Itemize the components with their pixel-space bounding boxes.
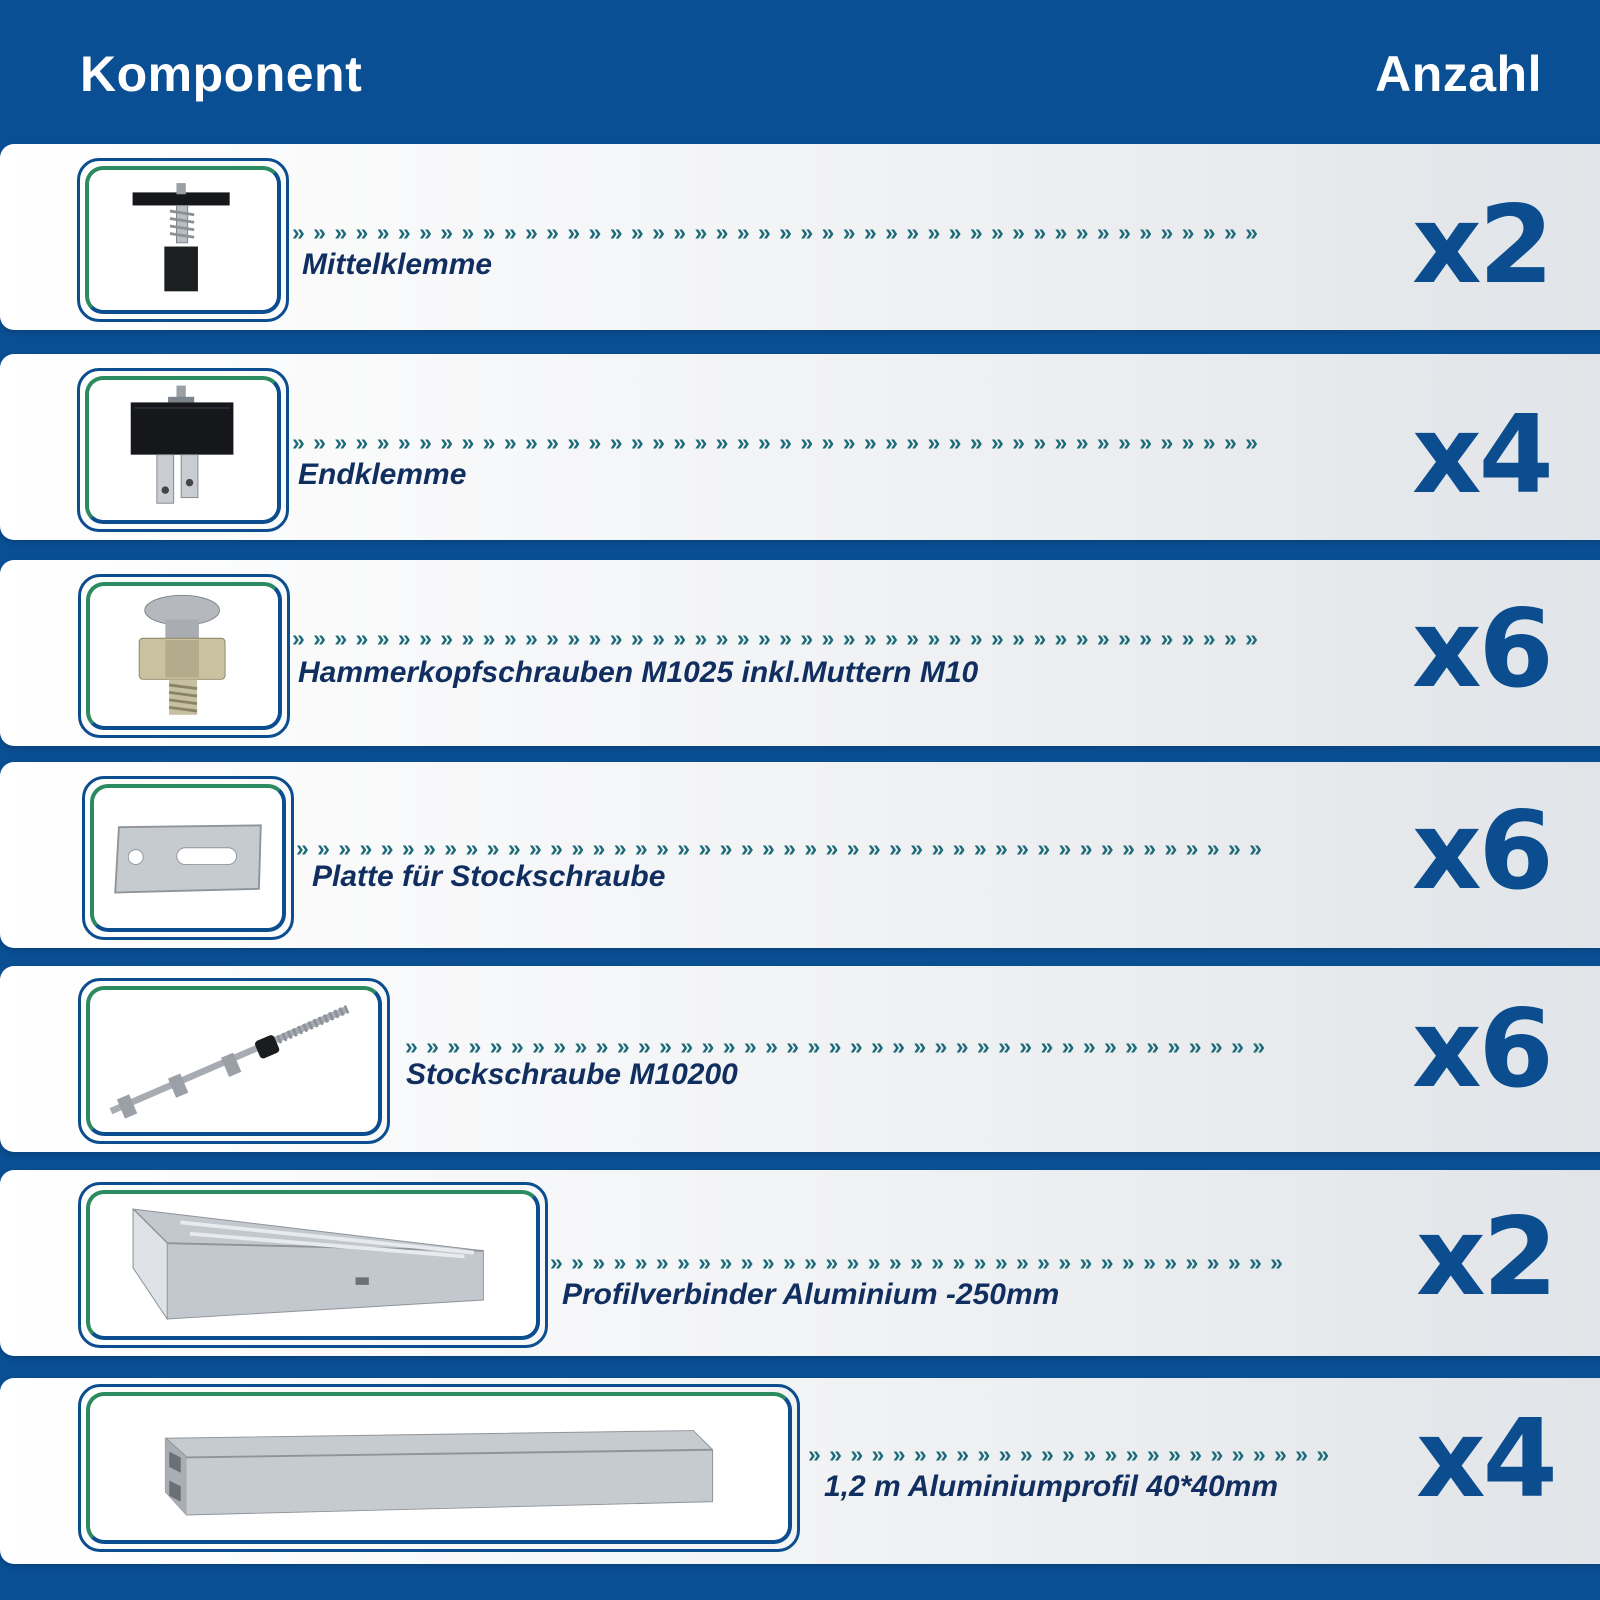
hammer-head-bolt-image-frame bbox=[78, 574, 290, 738]
component-label: Platte für Stockschraube bbox=[312, 860, 666, 893]
quantity-value: x6 bbox=[1412, 987, 1551, 1112]
hanger-bolt-image-frame bbox=[78, 978, 390, 1144]
middle-clamp-image-frame bbox=[77, 158, 289, 322]
arrow-leader: » » » » » » » » » » » » » » » » » » » » » » » » » » » » » » » » » » » » » » » » » bbox=[405, 1034, 1267, 1058]
list-item bbox=[0, 966, 1600, 1152]
component-label: Profilverbinder Aluminium -250mm bbox=[562, 1278, 1060, 1311]
quantity-value: x4 bbox=[1416, 1397, 1555, 1522]
arrow-leader: » » » » » » » » » » » » » » » » » » » » » » » » » » » » » » » » » » » » » » » » » » » » » » bbox=[292, 430, 1259, 454]
quantity-value: x2 bbox=[1416, 1195, 1555, 1320]
component-label: Endklemme bbox=[298, 458, 467, 491]
quantity-value: x6 bbox=[1412, 587, 1551, 712]
list-item bbox=[0, 560, 1600, 746]
quantity-value: x2 bbox=[1412, 183, 1551, 308]
component-label: 1,2 m Aluminiumprofil 40*40mm bbox=[824, 1470, 1279, 1503]
quantity-value: x6 bbox=[1412, 789, 1551, 914]
component-label: Mittelklemme bbox=[302, 248, 493, 281]
header-quantity-title: Anzahl bbox=[1375, 46, 1542, 102]
quantity-value: x4 bbox=[1412, 393, 1551, 518]
arrow-leader: » » » » » » » » » » » » » » » » » » » » » » » » » » » » » » » » » » » bbox=[550, 1250, 1284, 1274]
mounting-plate-image-frame bbox=[82, 776, 294, 940]
component-label: Stockschraube M10200 bbox=[406, 1058, 738, 1091]
list-item bbox=[0, 144, 1600, 330]
end-clamp-image-frame bbox=[77, 368, 289, 532]
list-item bbox=[0, 762, 1600, 948]
hammer-head-bolt-icon bbox=[90, 586, 278, 726]
aluminium-profile-image-frame bbox=[78, 1384, 800, 1552]
mounting-plate-icon bbox=[94, 788, 282, 928]
component-label: Hammerkopfschrauben M1025 inkl.Muttern M10 bbox=[298, 656, 979, 689]
list-item bbox=[0, 1378, 1600, 1564]
arrow-leader: » » » » » » » » » » » » » » » » » » » » » » » » » » » » » » » » » » » » » » » » » » » » » » bbox=[296, 836, 1263, 860]
arrow-leader: » » » » » » » » » » » » » » » » » » » » » » » » » » » » » » » » » » » » » » » » » » » » » » bbox=[292, 626, 1259, 650]
aluminium-profile-icon bbox=[90, 1396, 788, 1540]
profile-connector-image-frame bbox=[78, 1182, 548, 1348]
middle-clamp-icon bbox=[89, 170, 277, 310]
profile-connector-icon bbox=[90, 1194, 536, 1336]
list-item bbox=[0, 1170, 1600, 1356]
header-component-title: Komponent bbox=[80, 46, 363, 102]
arrow-leader: » » » » » » » » » » » » » » » » » » » » » » » » » » » » » » » » » » » » » » » » » » » » » » bbox=[292, 220, 1259, 244]
hanger-bolt-icon bbox=[90, 990, 378, 1132]
end-clamp-icon bbox=[89, 380, 277, 520]
arrow-leader: » » » » » » » » » » » » » » » » » » » » » » » » » bbox=[808, 1442, 1331, 1466]
list-item bbox=[0, 354, 1600, 540]
